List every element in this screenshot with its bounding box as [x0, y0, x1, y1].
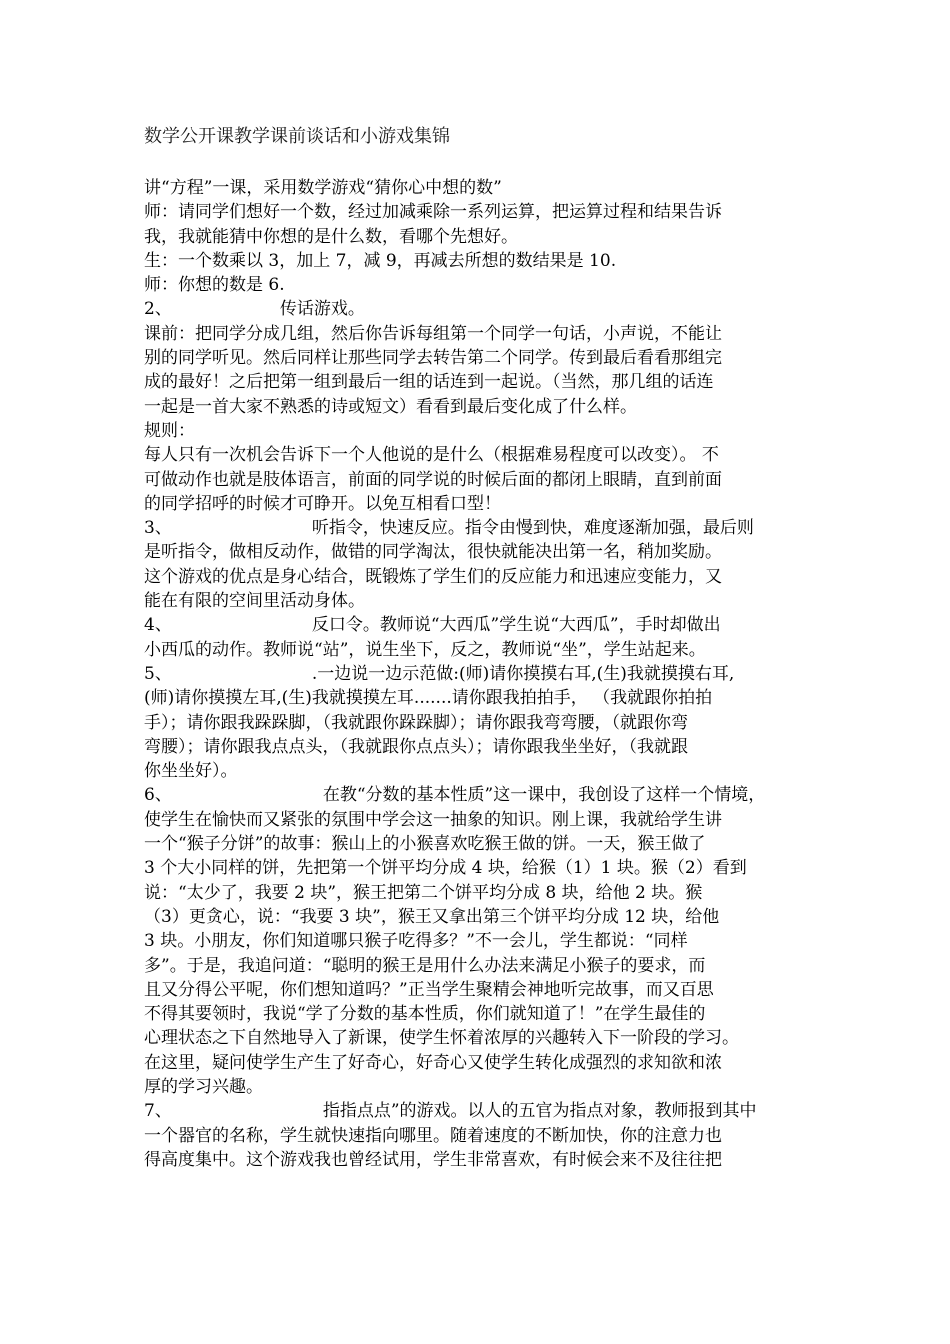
text-line: 一个“猴子分饼”的故事：猴山上的小猴喜欢吃猴王做的饼。一天，猴王做了 — [144, 834, 706, 855]
item-text: 听指令，快速反应。指令由慢到快，难度逐渐加强，最后则 — [311, 518, 754, 539]
text-line: 是听指令，做相反动作，做错的同学淘汰，很快就能决出第一名，稍加奖励。 — [144, 542, 722, 563]
text-line: 使学生在愉快而又紧张的氛围中学会这一抽象的知识。刚上课，我就给学生讲 — [144, 809, 722, 830]
text-line: 多”。于是，我追问道：“聪明的猴王是用什么办法来满足小猴子的要求，而 — [144, 955, 706, 976]
item-text: .一边说一边示范做:(师)请你摸摸右耳,(生)我就摸摸右耳, — [311, 663, 735, 684]
item-heading-2 — [144, 297, 814, 321]
text-line: 我，我就能猜中你想的是什么数，看哪个先想好。 — [144, 226, 518, 247]
item-number: 7、 — [144, 1101, 172, 1122]
text-line: 厚的学习兴趣。 — [144, 1076, 263, 1097]
text-line: 弯腰）；请你跟我点点头，（我就跟你点点头）；请你跟我坐坐好，（我就跟 — [144, 736, 688, 757]
item-text: 传话游戏。 — [279, 299, 365, 320]
text-line: 小西瓜的动作。教师说“站”，说生坐下，反之，教师说“坐”，学生站起来。 — [144, 639, 706, 660]
item-heading-7 — [144, 1099, 814, 1123]
text-line: 课前：把同学分成几组，然后你告诉每组第一个同学一句话，小声说，不能让 — [144, 323, 722, 344]
document-body — [144, 176, 814, 1172]
text-line: 且又分得公平呢，你们想知道吗？”正当学生聚精会神地听完故事，而又百思 — [144, 979, 714, 1000]
text-line: 一个器官的名称，学生就快速指向哪里。随着速度的不断加快，你的注意力也 — [144, 1125, 722, 1146]
text-line: 能在有限的空间里活动身体。 — [144, 591, 365, 612]
text-line: 的同学招呼的时候才可睁开。以免互相看口型！ — [144, 493, 501, 514]
item-number: 6、 — [144, 785, 172, 806]
text-line: 说：“太少了，我要 2 块”，猴王把第二个饼平均分成 8 块，给他 2 块。猴 — [144, 882, 703, 903]
text-line: 师：请同学们想好一个数，经过加减乘除一系列运算，把运算过程和结果告诉 — [144, 202, 722, 223]
text-line: 讲“方程”一课，采用数学游戏“猜你心中想的数” — [144, 178, 502, 198]
text-line: 别的同学听见。然后同样让那些同学去转告第二个同学。传到最后看看那组完 — [144, 348, 722, 369]
item-heading-6 — [144, 783, 814, 807]
text-line: 不得其要领时，我说“学了分数的基本性质，你们就知道了！”在学生最佳的 — [144, 1004, 706, 1025]
item-text: 反口令。教师说“大西瓜”学生说“大西瓜”，手时却做出 — [311, 615, 721, 636]
text-line: 得高度集中。这个游戏我也曾经试用，学生非常喜欢，有时候会来不及往往把 — [144, 1149, 722, 1170]
item-text: 在教“分数的基本性质”这一课中，我创设了这样一个情境， — [322, 785, 766, 806]
item-heading-4 — [144, 613, 814, 637]
text-line: 可做动作也就是肢体语言，前面的同学说的时候后面的都闭上眼睛，直到前面 — [144, 469, 722, 490]
text-line: 成的最好！之后把第一组到最后一组的话连到一起说。（当然，那几组的话连 — [144, 372, 714, 393]
text-line: 手）；请你跟我跺跺脚，（我就跟你跺跺脚）；请你跟我弯弯腰，（就跟你弯 — [144, 712, 688, 733]
text-line: 3 个大小同样的饼，先把第一个饼平均分成 4 块，给猴（1）1 块。猴（2）看到 — [144, 858, 747, 879]
item-number: 3、 — [144, 518, 172, 539]
page-title: 数学公开课教学课前谈话和小游戏集锦 — [144, 126, 450, 147]
item-text: 指指点点”的游戏。以人的五官为指点对象，教师报到其中 — [322, 1101, 757, 1122]
text-line: 师：你想的数是 6. — [144, 275, 285, 296]
text-line: 这个游戏的优点是身心结合，既锻炼了学生们的反应能力和迅速应变能力，又 — [144, 566, 722, 587]
text-line: 心理状态之下自然地导入了新课，使学生怀着浓厚的兴趣转入下一阶段的学习。 — [144, 1028, 739, 1049]
text-line: 一起是一首大家不熟悉的诗或短文）看看到最后变化成了什么样。 — [144, 396, 637, 417]
item-heading-5 — [144, 662, 814, 686]
text-line: 规则： — [144, 420, 195, 441]
item-heading-3 — [144, 516, 814, 540]
text-line: (师)请你摸摸左耳,(生)我就摸摸左耳.......请你跟我拍拍手， （我就跟你拍拍 — [144, 688, 713, 709]
text-line: 你坐坐好）。 — [144, 761, 238, 782]
text-line: 在这里，疑问使学生产生了好奇心，好奇心又使学生转化成强烈的求知欲和浓 — [144, 1052, 722, 1073]
item-number: 4、 — [144, 615, 172, 636]
item-number: 5、 — [144, 663, 172, 684]
text-line: 3 块。小朋友，你们知道哪只猴子吃得多？”不一会儿，学生都说：“同样 — [144, 931, 688, 952]
text-line: 生：一个数乘以 3，加上 7，减 9，再减去所想的数结果是 10. — [144, 250, 617, 271]
item-number: 2、 — [144, 299, 172, 320]
text-line: 每人只有一次机会告诉下一个人他说的是什么（根据难易程度可以改变）。 不 — [144, 445, 719, 466]
text-line: （3）更贪心，说：“我要 3 块”，猴王又拿出第三个饼平均分成 12 块，给他 — [144, 906, 720, 927]
